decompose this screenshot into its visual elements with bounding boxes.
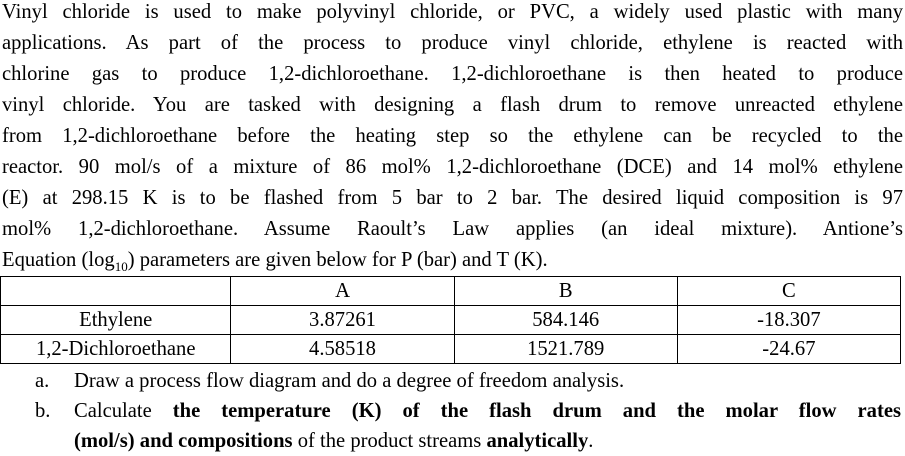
list-item [0,366,901,396]
task-text-plain: . [588,430,594,452]
list-item [0,396,901,456]
problem-line-last [2,245,903,276]
table-cell: 4.58518 [231,335,454,364]
task-text-bold: (mol/s) and compositions [74,430,293,452]
antoine-parameters-table [0,276,901,364]
problem-line: from 1,2-dichloroethane before the heating step so the ethylene can be recycled to the [2,125,903,147]
table-cell: 3.87261 [231,306,454,335]
task-text-line [74,426,901,456]
task-text-plain: Calculate [74,400,173,422]
table-header-cell [1,277,231,306]
table-row [1,306,901,335]
problem-line: mol% 1,2-dichloroethane. Assume Raoult’s Law applies (an ideal mixture). Antione’s [2,218,903,240]
task-text: Draw a process flow diagram and do a degree of freedom analysis. [74,370,625,392]
table-cell: -24.67 [677,335,900,364]
task-text-line [74,396,901,426]
table-header-cell: B [454,277,677,306]
task-text-bold: analytically [486,430,589,452]
table-header-row [1,277,901,306]
table-row [1,335,901,364]
table-cell: 584.146 [454,306,677,335]
table-header-cell: A [231,277,454,306]
problem-line: (E) at 298.15 K is to be flashed from 5 bar to 2 bar. The desired liquid composition is 97 [2,187,903,209]
log-subscript: 10 [114,259,128,275]
task-text-plain: of the product streams [292,430,487,452]
problem-last-prefix: Equation (log [2,249,115,271]
problem-line: applications. As part of the process to produce vinyl chloride, ethylene is reacted with [2,32,903,54]
table-cell: Ethylene [1,306,231,335]
problem-line: chlorine gas to produce 1,2-dichloroethane. 1,2-dichloroethane is then heated to produce [2,63,903,85]
table-cell: 1,2-Dichloroethane [1,335,231,364]
problem-line: reactor. 90 mol/s of a mixture of 86 mol% 1,2-dichloroethane (DCE) and 14 mol% ethylene [2,156,903,178]
task-text-bold: the temperature (K) of the flash drum and the molar flow rates [172,400,901,422]
table-cell: 1521.789 [454,335,677,364]
problem-line: Vinyl chloride is used to make polyvinyl chloride, or PVC, a widely used plastic with many [2,1,903,23]
problem-line: vinyl chloride. You are tasked with designing a flash drum to remove unreacted ethylene [2,94,903,116]
task-list [0,366,901,456]
problem-statement [2,0,903,276]
table-cell: -18.307 [677,306,900,335]
table-header-cell: C [677,277,900,306]
problem-last-suffix: ) parameters are given below for P (bar) and T (K). [127,249,548,271]
list-marker: b. [35,400,51,422]
list-marker: a. [35,370,50,392]
